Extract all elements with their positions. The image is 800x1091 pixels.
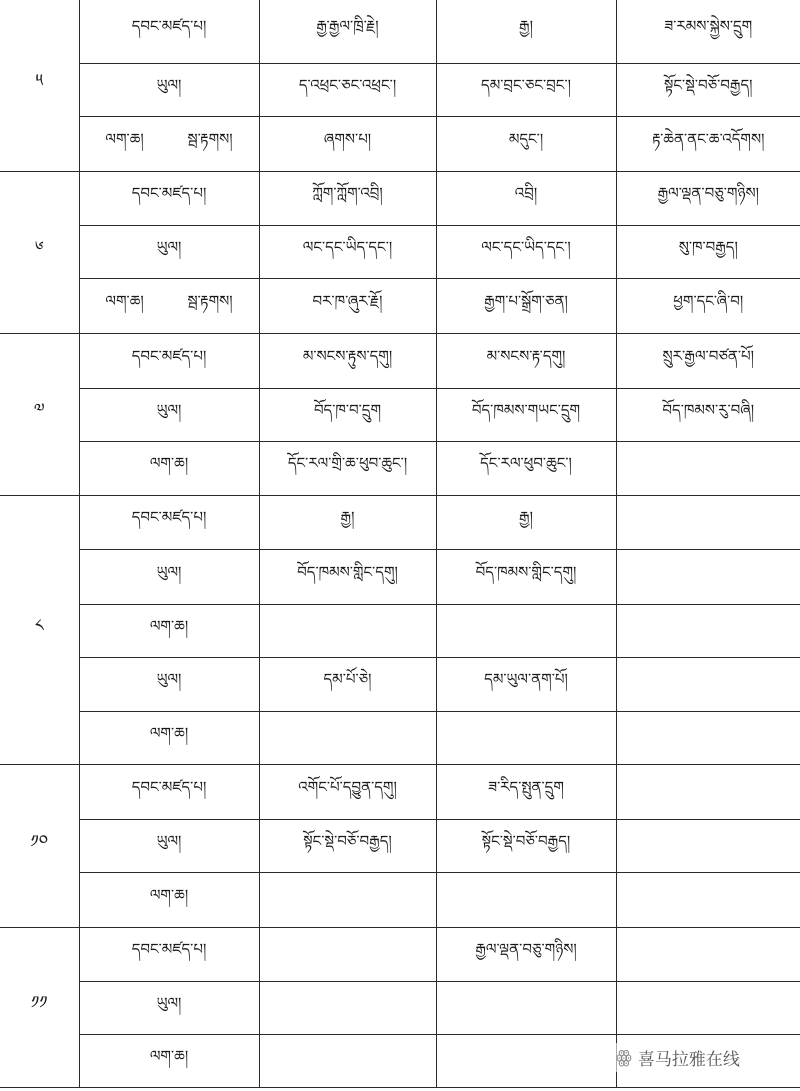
row-label: དབང་མཛད་པ།	[79, 495, 259, 549]
table-cell: ཕྱག་དང་ཞི་བ།	[616, 278, 800, 333]
section-number: ༡༠	[0, 764, 79, 927]
section-number: ༨	[0, 495, 79, 764]
watermark	[612, 1043, 744, 1072]
table-cell: བོད་ཁམས་གླིང་དགུ།	[436, 549, 616, 604]
table-cell: སྟོང་སྡེ་བཅོ་བརྒྱད།	[616, 63, 800, 116]
table-cell: ཀློག་ཀློག་འབྲི།	[259, 171, 436, 225]
table-cell: རྒྱག་པ་སྒྲོག་ཅན།	[436, 278, 616, 333]
table-cell: སུ་ཁ་བརྒྱད།	[616, 225, 800, 278]
table-cell: རྒྱལ་ལྡན་བཅུ་གཉིས།	[616, 171, 800, 225]
table-row	[0, 495, 800, 549]
table-cell: ད་འཕྲང་ཅང་འཕྲང་།	[259, 63, 436, 116]
table-cell: བོད་ཁམས་གླིང་དགུ།	[259, 549, 436, 604]
table-cell: མདུང་།	[436, 116, 616, 171]
table-cell: ཟ་རིད་སྤུན་དྲུག	[436, 764, 616, 819]
row-label	[79, 116, 259, 171]
table-cell: དམ་ཡུལ་ནག་པོ།	[436, 657, 616, 711]
table-cell: རྟ་ཆེན་ནང་ཆ་འདོགས།	[616, 116, 800, 171]
table-cell	[259, 1034, 436, 1087]
table-cell: སྲུར་རྒྱལ་བཙན་པོ།	[616, 333, 800, 388]
row-label: ལག་ཆ།	[79, 604, 259, 657]
table-row	[0, 604, 800, 657]
row-label-part: སྦ་རྟགས།	[187, 291, 233, 310]
table-cell	[259, 711, 436, 764]
table-cell	[616, 549, 800, 604]
row-label: ལག་ཆ།	[79, 1034, 259, 1087]
table-cell	[436, 1034, 616, 1087]
table-cell: འབྲི།	[436, 171, 616, 225]
table-row	[0, 441, 800, 495]
table-cell: དོང་རལ་ཕུབ་ཆུང་།	[436, 441, 616, 495]
table-cell: རྒྱ་རྒྱལ་ཁྲི་རྗེ།	[259, 0, 436, 63]
table-cell	[259, 872, 436, 927]
table-row	[0, 764, 800, 819]
row-label: ཡུལ།	[79, 981, 259, 1034]
table-row	[0, 116, 800, 171]
row-label-part: ལག་ཆ།	[105, 291, 144, 310]
table-cell	[616, 872, 800, 927]
row-label: ཡུལ།	[79, 388, 259, 441]
table-cell: འགོང་པོ་དབྱུན་དགུ།	[259, 764, 436, 819]
row-label: དབང་མཛད་པ།	[79, 0, 259, 63]
wechat-icon: ꙮ	[616, 1047, 632, 1068]
table-row	[0, 549, 800, 604]
table-row	[0, 657, 800, 711]
table-cell: ཟ་རམས་སྐྱེས་དྲུག	[616, 0, 800, 63]
row-label: དབང་མཛད་པ།	[79, 171, 259, 225]
table-cell: རྒྱ།	[436, 0, 616, 63]
table-cell	[259, 604, 436, 657]
table-cell: རྒྱལ་ལྡན་བཅུ་གཉིས།	[436, 927, 616, 981]
table-cell	[616, 441, 800, 495]
table-row	[0, 819, 800, 872]
table-row	[0, 225, 800, 278]
section-number: ༥	[0, 0, 79, 171]
table-row	[0, 171, 800, 225]
table-cell	[616, 657, 800, 711]
row-label: ཡུལ།	[79, 225, 259, 278]
table-cell	[436, 981, 616, 1034]
table-cell: ལང་དང་ཡིད་དང་།	[259, 225, 436, 278]
table-cell	[436, 711, 616, 764]
table-cell: རྒྱ།	[259, 495, 436, 549]
row-label: དབང་མཛད་པ།	[79, 764, 259, 819]
table-row	[0, 278, 800, 333]
table-cell: དམ་པོ་ཅེ།	[259, 657, 436, 711]
table-cell: རྒྱ།	[436, 495, 616, 549]
table-cell: མ་སངས་རྟ་དགུ།	[436, 333, 616, 388]
section-number: ༡༡	[0, 927, 79, 1087]
table-cell	[616, 495, 800, 549]
row-label: ཡུལ།	[79, 549, 259, 604]
row-label-part: སྦ་རྟགས།	[187, 129, 233, 148]
table-cell: དོང་རལ་གྲི་ཆ་ཕུབ་ཆུང་།	[259, 441, 436, 495]
section-number: ༦	[0, 171, 79, 333]
table-cell	[616, 981, 800, 1034]
table-row	[0, 0, 800, 63]
table-cell: ཞགས་པ།	[259, 116, 436, 171]
section-number: ༧	[0, 333, 79, 495]
table-row	[0, 981, 800, 1034]
row-label: ཡུལ།	[79, 63, 259, 116]
table-cell: བོད་ཁམས་རུ་བཞི།	[616, 388, 800, 441]
row-label: ཡུལ།	[79, 657, 259, 711]
table-cell	[436, 872, 616, 927]
row-label: དབང་མཛད་པ།	[79, 927, 259, 981]
row-label	[79, 278, 259, 333]
table-cell: ལང་དང་ཡིད་དང་།	[436, 225, 616, 278]
table-row	[0, 333, 800, 388]
table-row	[0, 711, 800, 764]
watermark-text: 喜马拉雅在线	[637, 1050, 740, 1070]
table-cell: དམ་བྲང་ཅང་བྲང་།	[436, 63, 616, 116]
table-row	[0, 63, 800, 116]
table-cell: བོད་ཁམས་གཡང་དྲུག	[436, 388, 616, 441]
table-cell	[259, 981, 436, 1034]
table-cell	[436, 604, 616, 657]
table-cell	[616, 927, 800, 981]
table-row	[0, 927, 800, 981]
table-cell: བར་ཁ་ཞུར་རྗོ།	[259, 278, 436, 333]
table-cell: སྟོང་སྡེ་བཅོ་བརྒྱད།	[436, 819, 616, 872]
table-row	[0, 388, 800, 441]
row-label-part: ལག་ཆ།	[105, 129, 144, 148]
row-label: ལག་ཆ།	[79, 441, 259, 495]
table-cell: མ་སངས་རྟུས་དགུ།	[259, 333, 436, 388]
table-cell	[259, 927, 436, 981]
table-cell	[616, 764, 800, 819]
table-cell: སྟོང་སྡེ་བཅོ་བརྒྱད།	[259, 819, 436, 872]
row-label: ལག་ཆ།	[79, 872, 259, 927]
table-cell: བོད་ཁ་བ་དྲུག	[259, 388, 436, 441]
row-label: ལག་ཆ།	[79, 711, 259, 764]
row-label: དབང་མཛད་པ།	[79, 333, 259, 388]
table-cell	[616, 819, 800, 872]
table-cell	[616, 711, 800, 764]
row-label: ཡུལ།	[79, 819, 259, 872]
table-row	[0, 872, 800, 927]
table-cell	[616, 604, 800, 657]
